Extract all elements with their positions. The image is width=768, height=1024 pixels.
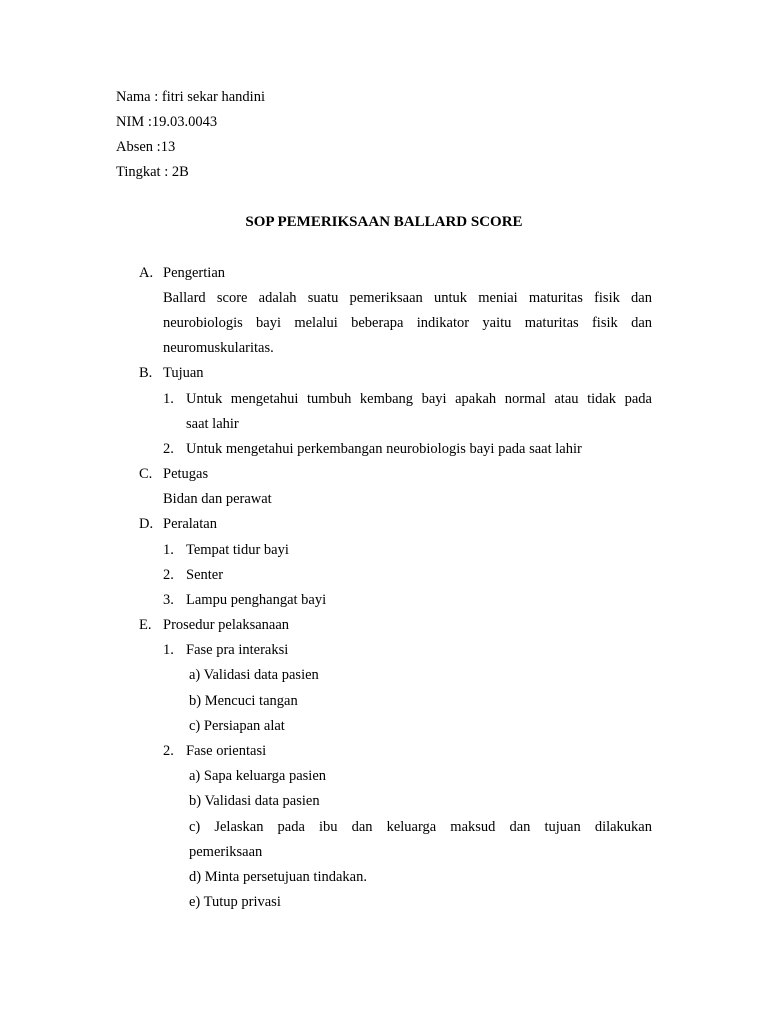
section-a-text-line: neurobiologis bayi melalui beberapa indikator yaitu maturitas fisik dan	[163, 315, 652, 331]
list-item-text: Untuk mengetahui perkembangan neurobiologis bayi pada saat lahir	[186, 441, 582, 457]
list-number: 3.	[163, 592, 174, 608]
list-item-text: saat lahir	[186, 416, 239, 432]
section-e-heading: Prosedur pelaksanaan	[163, 617, 290, 633]
section-a-text-line: Ballard score adalah suatu pemeriksaan untuk meniai maturitas fisik dan	[163, 290, 652, 306]
list-item-text: Untuk mengetahui tumbuh kembang bayi apakah normal atau tidak pada	[186, 391, 652, 407]
student-absen: Absen :13	[116, 139, 176, 155]
list-number: 1.	[163, 542, 174, 558]
procedure-step: b) Mencuci tangan	[189, 693, 298, 709]
section-b-heading: Tujuan	[163, 365, 204, 381]
list-item-text: Tempat tidur bayi	[186, 542, 289, 558]
section-a-marker: A.	[139, 265, 154, 281]
procedure-step: e) Tutup privasi	[189, 894, 281, 910]
procedure-step: c) Persiapan alat	[189, 718, 285, 734]
document-title: SOP PEMERIKSAAN BALLARD SCORE	[245, 214, 523, 230]
section-b-marker: B.	[139, 365, 153, 381]
procedure-step: d) Minta persetujuan tindakan.	[189, 869, 367, 885]
procedure-step: a) Validasi data pasien	[189, 667, 319, 683]
list-number: 1.	[163, 391, 174, 407]
list-item-text: Senter	[186, 567, 224, 583]
section-d-heading: Peralatan	[163, 516, 217, 532]
procedure-step: a) Sapa keluarga pasien	[189, 768, 327, 784]
section-c-heading: Petugas	[163, 466, 209, 482]
list-number: 1.	[163, 642, 174, 658]
list-item-text: Lampu penghangat bayi	[186, 592, 327, 608]
student-name: Nama : fitri sekar handini	[116, 89, 265, 105]
phase-title: Fase orientasi	[186, 743, 267, 759]
student-tingkat: Tingkat : 2B	[116, 164, 189, 180]
procedure-step: c) Jelaskan pada ibu dan keluarga maksud dan tujuan dilakukan	[189, 819, 652, 835]
procedure-step: b) Validasi data pasien	[189, 793, 320, 809]
list-number: 2.	[163, 441, 174, 457]
section-c-text: Bidan dan perawat	[163, 491, 272, 507]
section-d-marker: D.	[139, 516, 154, 532]
section-a-heading: Pengertian	[163, 265, 226, 281]
section-c-marker: C.	[139, 466, 153, 482]
student-nim: NIM :19.03.0043	[116, 114, 218, 130]
phase-title: Fase pra interaksi	[186, 642, 289, 658]
section-e-marker: E.	[139, 617, 152, 633]
procedure-step: pemeriksaan	[189, 844, 263, 860]
section-a-text-line: neuromuskularitas.	[163, 340, 274, 356]
list-number: 2.	[163, 743, 174, 759]
list-number: 2.	[163, 567, 174, 583]
